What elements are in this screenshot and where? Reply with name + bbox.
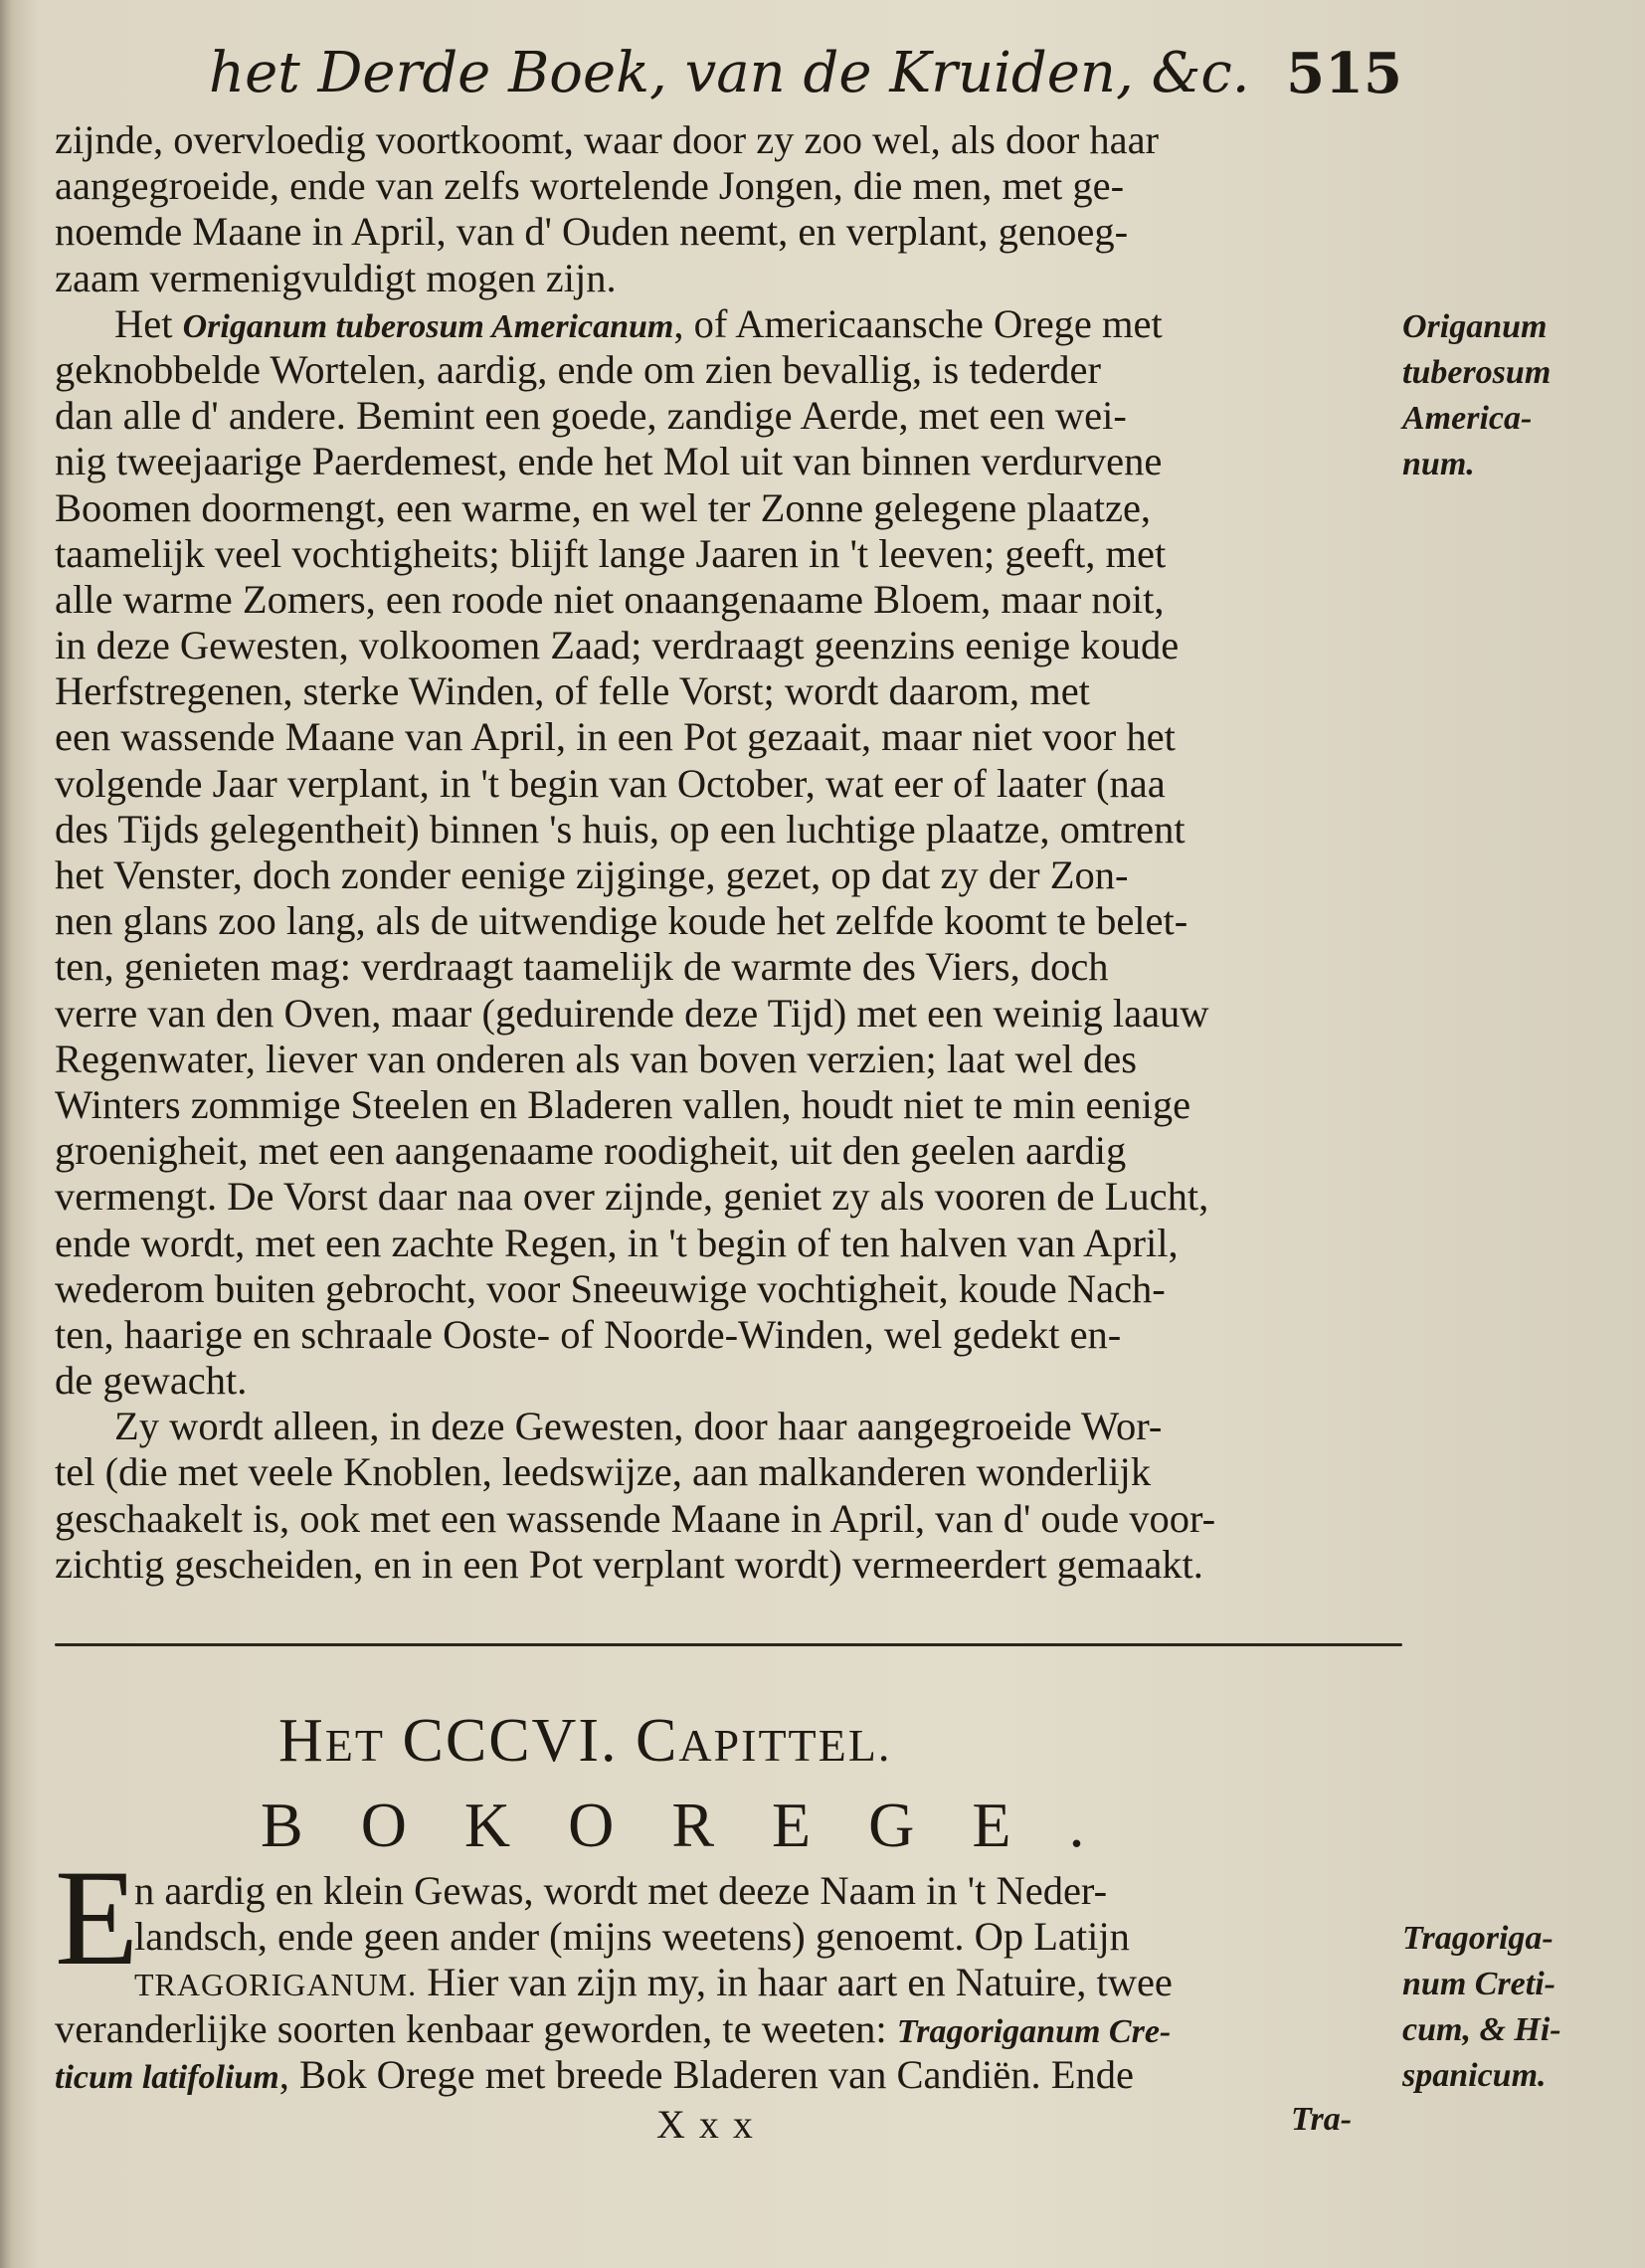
text-line: Winters zommige Steelen en Bladeren vallen, houdt niet te min eenige (55, 1081, 1191, 1127)
margin-line: spanicum. (1402, 2057, 1547, 2094)
chapter-number: CCCVI. (402, 1707, 619, 1775)
text-run: veranderlijke soorten kenbaar geworden, te weeten: (55, 2005, 897, 2051)
text-line: alle warme Zomers, een roode niet onaangenaame Bloem, maar noit, (55, 576, 1165, 622)
text-line: het Venster, doch zonder eenige zijginge, gezet, op dat zy der Zon- (55, 852, 1129, 897)
margin-line: cum, & Hi- (1402, 2011, 1561, 2048)
text-line: vermengt. De Vorst daar naa over zijnde, geniet zy als vooren de Lucht, (55, 1174, 1209, 1220)
text-line: volgende Jaar verplant, in 't begin van October, wat eer of laater (naa (55, 760, 1166, 806)
text-line: Boomen doormengt, een warme, en wel ter Zonne gelegene plaatze, (55, 484, 1152, 530)
text-line (55, 2052, 1387, 2098)
text-line: Regenwater, liever van onderen als van boven verzien; laat wel des (55, 1036, 1138, 1081)
text-line: n aardig en klein Gewas, wordt met deeze Naam in 't Neder- (134, 1868, 1108, 1913)
text-line: een wassende Maane van April, in een Pot gezaait, maar niet voor het (55, 714, 1176, 760)
text-line: verre van den Oven, maar (geduirende deze Tijd) met een weinig laauw (55, 990, 1209, 1036)
text-line: groenigheit, met een aangenaame roodigheit, uit den geelen aardig (55, 1128, 1127, 1174)
text-run: Het (114, 300, 183, 346)
text-line: nen glans zoo lang, als de uitwendige koude het zelfde koomt te belet- (55, 898, 1188, 944)
margin-line: Origanum (1402, 308, 1548, 345)
text-line: zaam vermenigvuldigt mogen zijn. (55, 255, 617, 300)
small-caps-term: TRAGORIGANUM. (134, 1967, 418, 2003)
text-line: nig tweejaarige Paerdemest, ende het Mol uit van binnen verdurvene (55, 439, 1163, 484)
text-line: zijnde, overvloedig voortkoomt, waar door zy zoo wel, als door haar (55, 117, 1160, 162)
text-line: Zy wordt alleen, in deze Gewesten, door haar aangegroeide Wor- (114, 1404, 1163, 1449)
signature-mark: Xxx (656, 2102, 767, 2147)
latin-term: Origanum tuberosum Americanum (182, 307, 674, 345)
text-line: taamelijk veel vochtigheits; blijft lange Jaaren in 't leeven; geeft, met (55, 530, 1167, 576)
chapter-het-initial: H (278, 1707, 325, 1775)
margin-line: num Creti- (1402, 1966, 1555, 2002)
text-line: tel (die met veele Knoblen, leedswijze, aan malkanderen wonderlijk (55, 1449, 1152, 1495)
text-line: geknobbelde Wortelen, aardig, ende om zien bevallig, is tederder (55, 346, 1101, 392)
text-line: Herfstregenen, sterke Winden, of felle Vorst; wordt daarom, met (55, 668, 1090, 714)
catchword: Tra- (1291, 2101, 1353, 2138)
margin-line: num. (1402, 446, 1475, 482)
text-line: ten, genieten mag: verdraagt taamelijk de warmte des Viers, doch (55, 944, 1109, 990)
main-text (55, 117, 1387, 1588)
text-line (55, 301, 1387, 347)
running-title: het Derde Boek, van de Kruiden, &c. (209, 41, 1250, 105)
text-run: , of Americaansche Orege met (673, 300, 1163, 346)
text-line: aangegroeide, ende van zelfs wortelende Jongen, die men, met ge- (55, 163, 1125, 209)
page-number: 515 (1286, 41, 1402, 106)
chapter-cap-rest: APITTEL. (678, 1720, 892, 1771)
paragraph-1 (55, 117, 1387, 301)
margin-note-tragoriganum (1402, 1916, 1641, 2099)
chapter-het-rest: ET (324, 1720, 385, 1771)
text-line: des Tijds gelegentheit) binnen 's huis, op een luchtige plaatze, omtrent (55, 806, 1186, 851)
section-divider (55, 1643, 1402, 1646)
text-line: noemde Maane in April, van d' Ouden neemt, en verplant, genoeg- (55, 209, 1129, 255)
chapter-heading (278, 1703, 1174, 1784)
drop-cap: E (55, 1841, 139, 1993)
text-line: geschaakelt is, ook met een wassende Maane in April, van d' oude voor- (55, 1495, 1216, 1541)
text-line: wederom buiten gebrocht, voor Sneeuwige vochtigheit, koude Nach- (55, 1265, 1166, 1311)
text-line: dan alle d' andere. Bemint een goede, zandige Aerde, met een wei- (55, 393, 1127, 439)
text-line: ten, haarige en schraale Ooste- of Noorde-Winden, wel gedekt en- (55, 1311, 1122, 1357)
plant-name-heading: BOKOREGE. (261, 1790, 1143, 1860)
paragraph-2 (55, 301, 1387, 1405)
margin-line: tuberosum (1402, 354, 1552, 391)
latin-term: ticum latifolium (55, 2058, 279, 2096)
text-line: zichtig gescheiden, en in een Pot verplant wordt) vermeerdert gemaakt. (55, 1541, 1203, 1587)
margin-line: America- (1402, 400, 1533, 437)
text-line: de gewacht. (55, 1358, 248, 1404)
text-run: Hier van zijn my, in haar aart en Natuire, twee (417, 1960, 1173, 2005)
margin-line: Tragoriga- (1402, 1920, 1554, 1957)
chapter-cap-initial: C (635, 1707, 679, 1775)
text-line: landsch, ende geen ander (mijns weetens) genoemt. Op Latijn (134, 1914, 1130, 1960)
paragraph-3 (55, 1404, 1387, 1588)
latin-term: Tragoriganum Cre- (896, 2012, 1172, 2050)
margin-note-origanum (1402, 304, 1641, 487)
text-line: in deze Gewesten, volkoomen Zaad; verdraagt geenzins eenige koude (55, 623, 1180, 668)
running-header (209, 34, 1402, 113)
text-line (55, 1960, 1387, 2005)
text-line (55, 2006, 1387, 2052)
text-line: ende wordt, met een zachte Regen, in 't begin of ten halven van April, (55, 1220, 1179, 1265)
paragraph-4 (55, 1868, 1387, 2098)
text-run: , Bok Orege met breede Bladeren van Candiën. Ende (278, 2051, 1134, 2097)
